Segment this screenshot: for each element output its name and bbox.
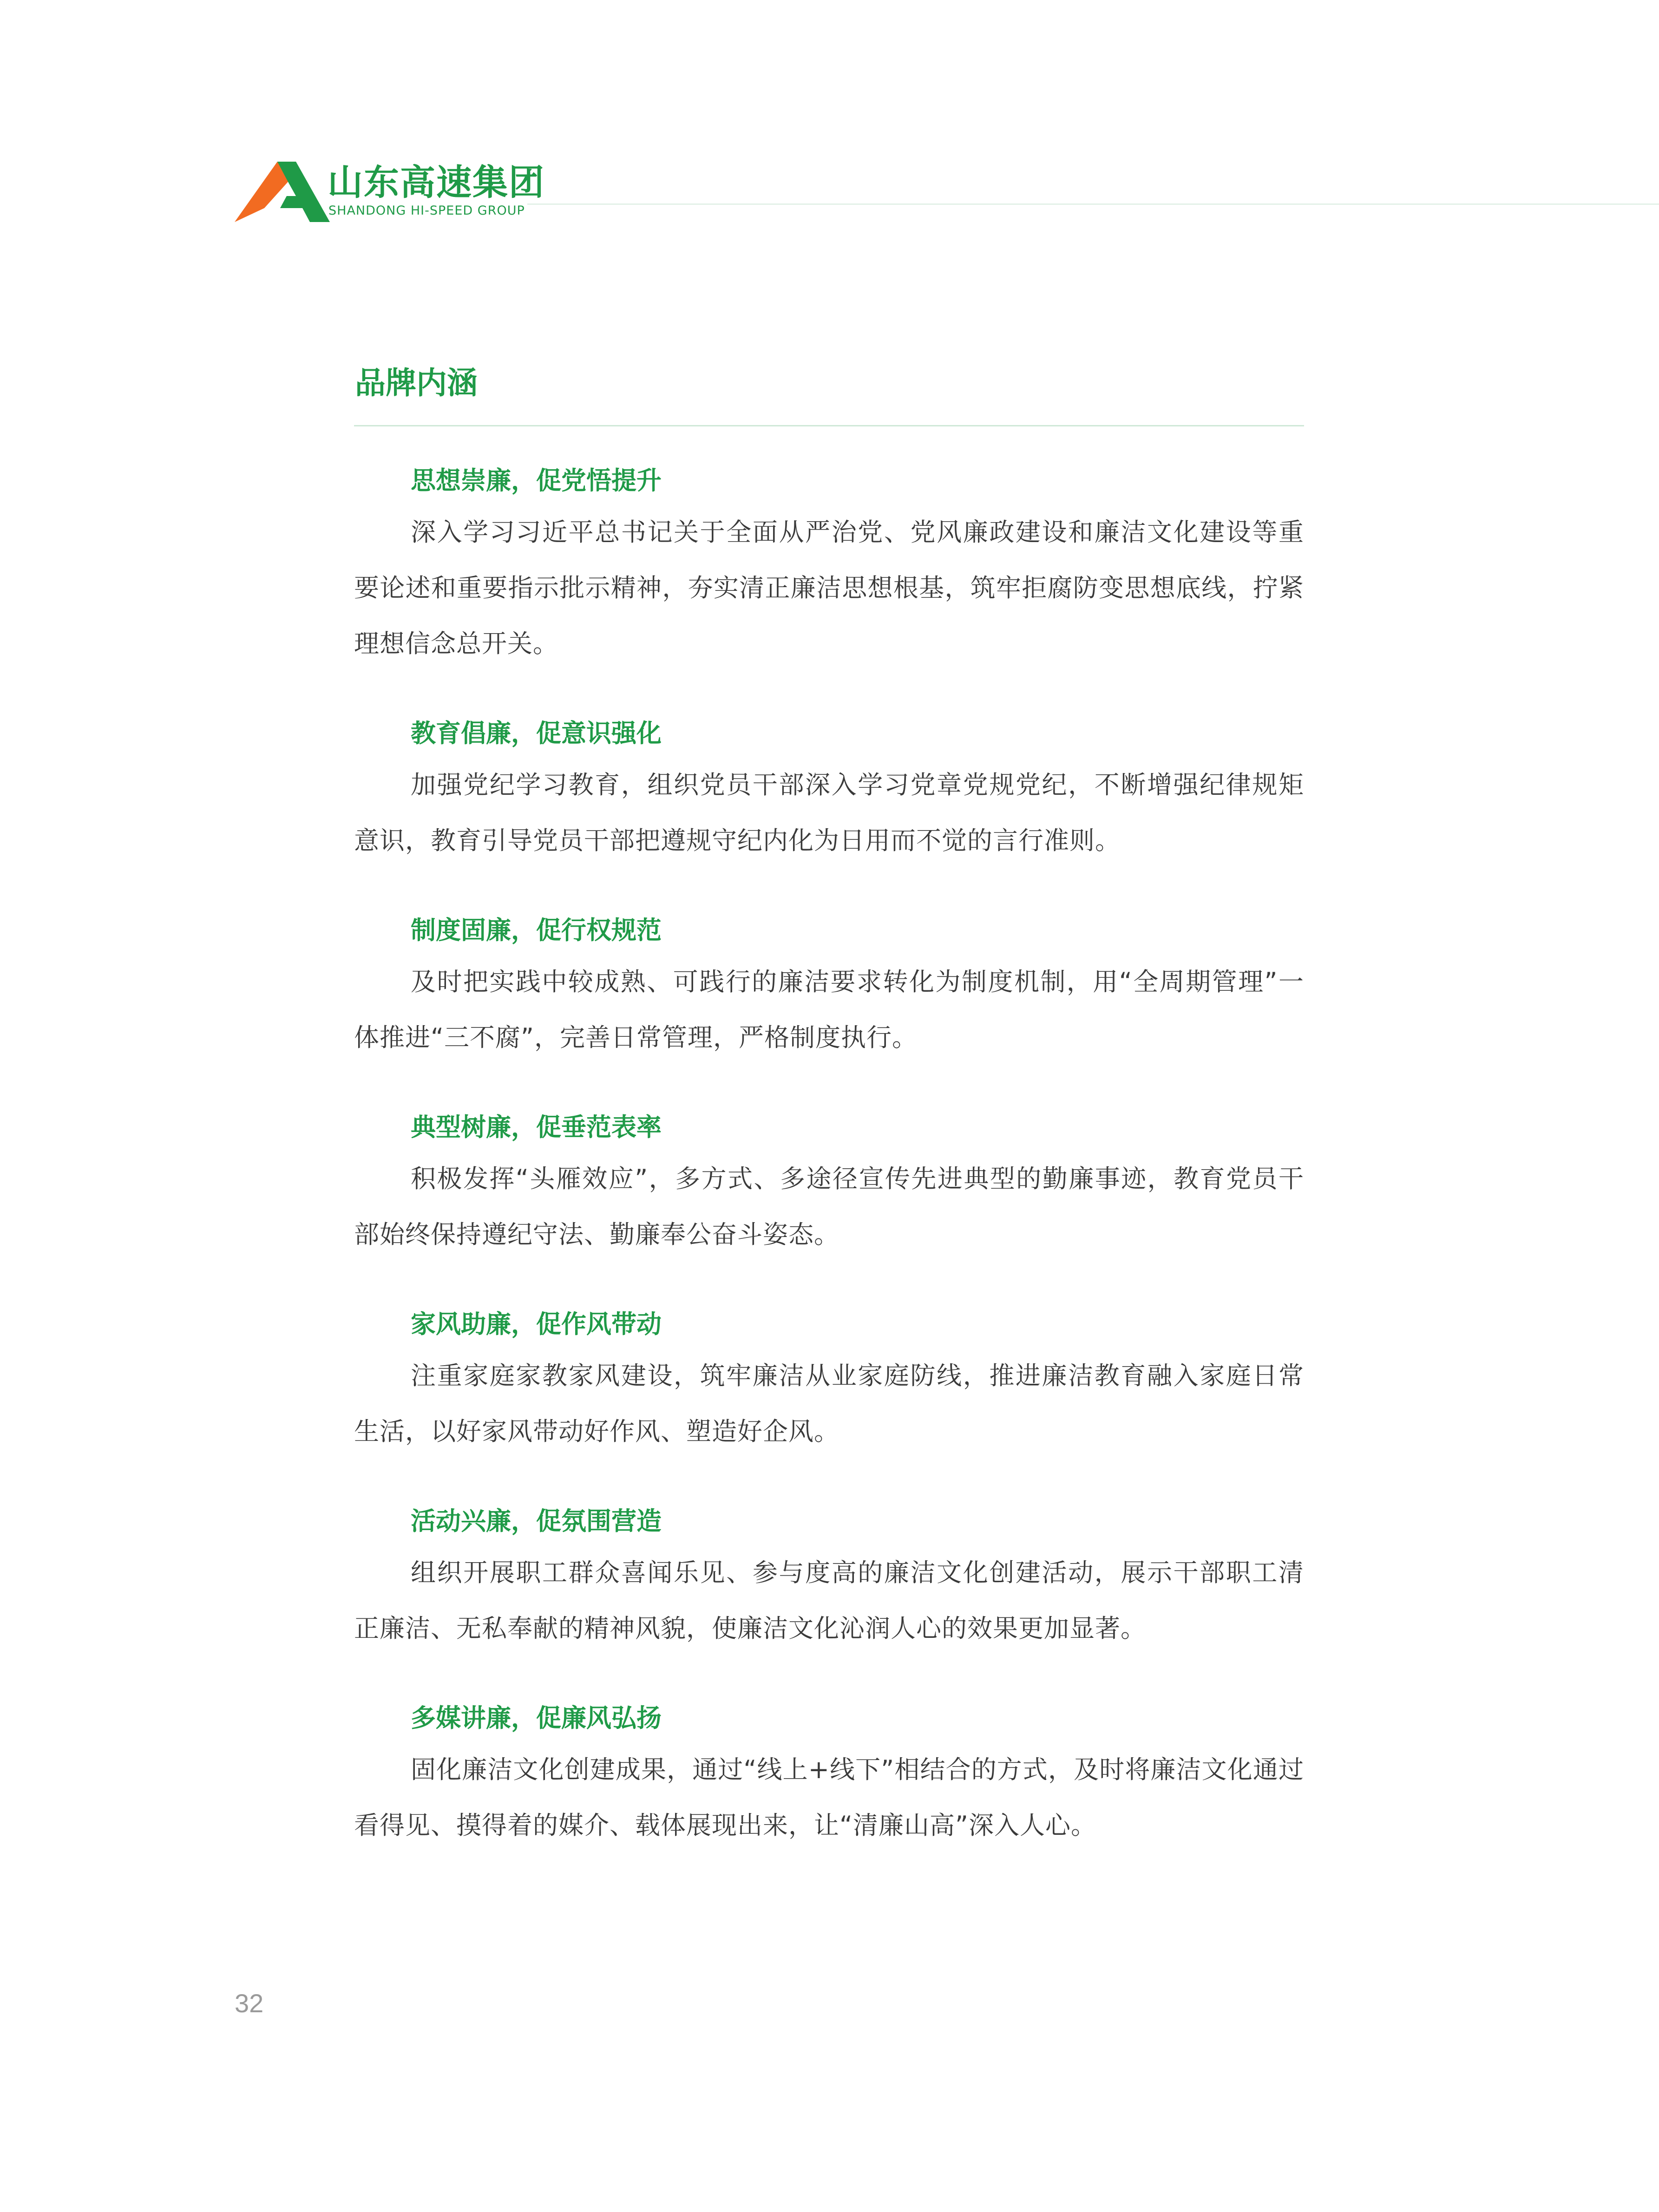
shandong-hispeed-logo-icon <box>235 153 334 223</box>
item-heading: 教育倡廉，促意识强化 <box>411 719 662 748</box>
list-item <box>354 910 1304 1066</box>
item-body: 组织开展职工群众喜闻乐见、参与度高的廉洁文化创建活动，展示干部职工清正廉洁、无私奉献的精神风貌，使廉洁文化沁润人心的效果更加显著。 <box>354 1558 1304 1643</box>
item-heading: 制度固廉，促行权规范 <box>411 916 662 945</box>
page-number: 32 <box>235 1989 264 2018</box>
item-body: 固化廉洁文化创建成果，通过“线上+线下”相结合的方式，及时将廉洁文化通过看得见、摸得着的媒介、载体展现出来，让“清廉山高”深入人心。 <box>354 1755 1304 1840</box>
main-content <box>354 360 1304 1894</box>
list-item <box>354 1106 1304 1263</box>
item-list <box>354 460 1304 1853</box>
list-item <box>354 460 1304 672</box>
item-heading: 家风助廉，促作风带动 <box>411 1309 662 1339</box>
item-heading: 活动兴廉，促氛围营造 <box>411 1506 662 1536</box>
item-body: 加强党纪学习教育，组织党员干部深入学习党章党规党纪，不断增强纪律规矩意识，教育引导党员干部把遵规守纪内化为日用而不觉的言行准则。 <box>354 770 1304 855</box>
item-heading: 思想崇廉，促党悟提升 <box>411 466 662 495</box>
list-item <box>354 713 1304 869</box>
title-divider <box>354 425 1304 426</box>
header-divider <box>527 203 1659 205</box>
list-item <box>354 1697 1304 1853</box>
logo-chinese-name: 山东高速集团 <box>328 162 545 203</box>
item-body: 注重家庭家教家风建设，筑牢廉洁从业家庭防线，推进廉洁教育融入家庭日常生活，以好家风带动好作风、塑造好企风。 <box>354 1361 1304 1446</box>
list-item <box>354 1500 1304 1656</box>
item-heading: 多媒讲廉，促廉风弘扬 <box>411 1703 662 1733</box>
item-body: 及时把实践中较成熟、可践行的廉洁要求转化为制度机制，用“全周期管理”一体推进“三不腐”，完善日常管理，严格制度执行。 <box>354 967 1304 1052</box>
item-body: 深入学习习近平总书记关于全面从严治党、党风廉政建设和廉洁文化建设等重要论述和重要指示批示精神，夯实清正廉洁思想根基，筑牢拒腐防变思想底线，拧紧理想信念总开关。 <box>354 517 1304 658</box>
section-title: 品牌内涵 <box>355 365 478 401</box>
logo-english-name: SHANDONG HI-SPEED GROUP <box>328 203 525 218</box>
item-body: 积极发挥“头雁效应”，多方式、多途径宣传先进典型的勤廉事迹，教育党员干部始终保持遵纪守法、勤廉奉公奋斗姿态。 <box>354 1164 1304 1249</box>
item-heading: 典型树廉，促垂范表率 <box>411 1113 662 1142</box>
list-item <box>354 1303 1304 1459</box>
page-header <box>235 153 1659 223</box>
